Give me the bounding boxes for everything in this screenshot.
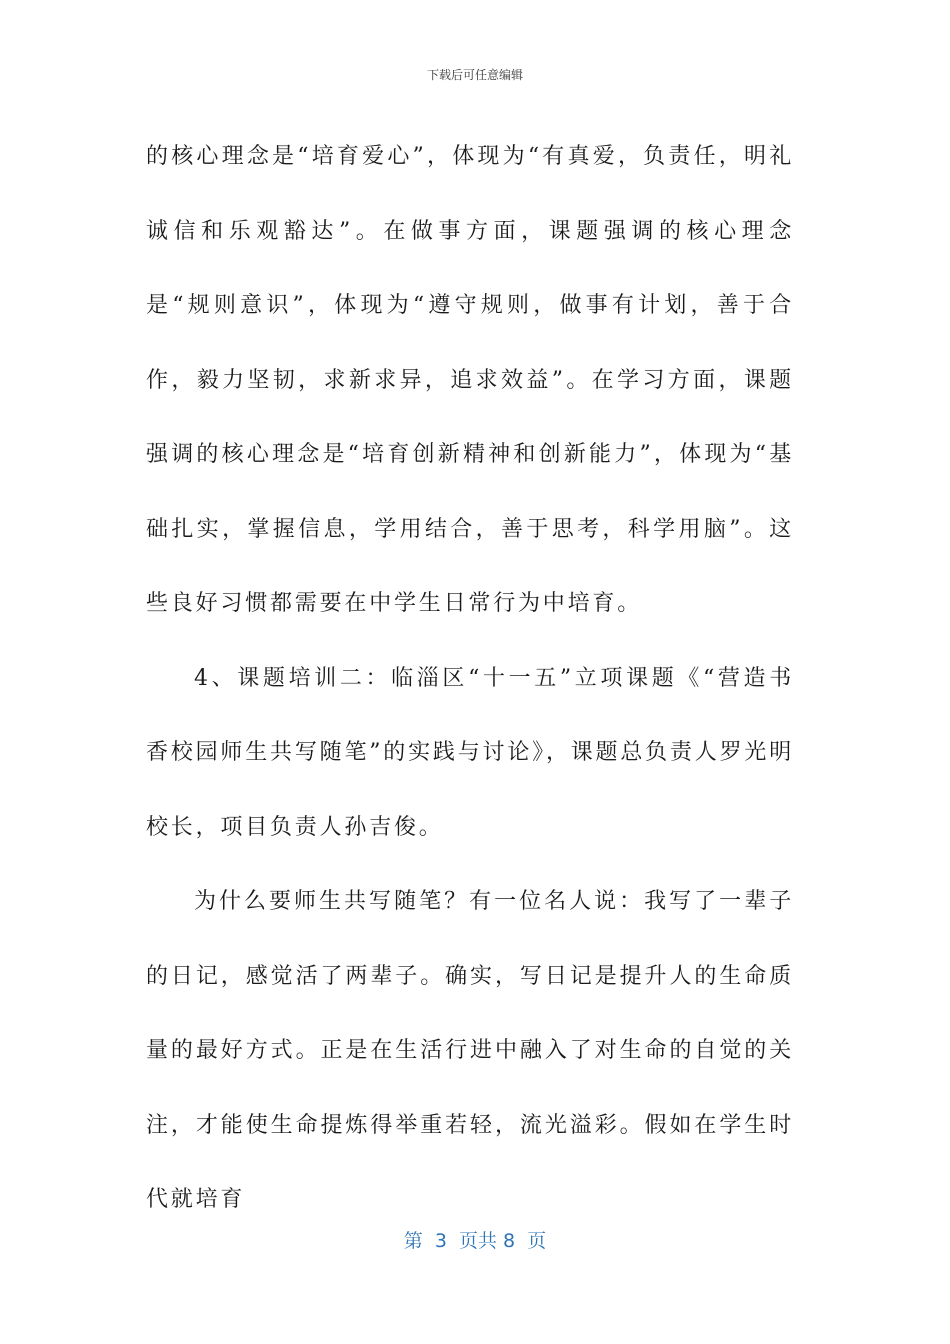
document-body [146,120,794,1238]
paragraph-training-two: 4、课题培训二：临淄区“十一五”立项课题《“营造书香校园师生共写随笔”的实践与讨论》，课题总负责人罗光明校长，项目负责人孙吉俊。 [146,665,794,840]
page-header: 下载后可任意编辑 [426,68,523,82]
paragraph-core-concepts: 的核心理念是“培育爱心”，体现为“有真爱，负责任，明礼诚信和乐观豁达”。在做事方面，课题强调的核心理念是“规则意识”，体现为“遵守规则，做事有计划，善于合作，毅力坚韧，求新求异，追求效益”。在学习方面，课题强调的核心理念是“培育创新精神和创新能力”，体现为“基础扎实，掌握信息，学用结合，善于思考，科学用脑”。这些良好习惯都需要在中学生日常行为中培育。 [146,144,794,616]
page-number-footer: 第 3 页共 8 页 [403,1230,547,1252]
paragraph-why-write-essays: 为什么要师生共写随笔？有一位名人说：我写了一辈子的日记，感觉活了两辈子。确实，写日记是提升人的生命质量的最好方式。正是在生活行进中融入了对生命的自觉的关注，才能使生命提炼得举重若轻，流光溢彩。假如在学生时代就培育 [146,889,794,1212]
